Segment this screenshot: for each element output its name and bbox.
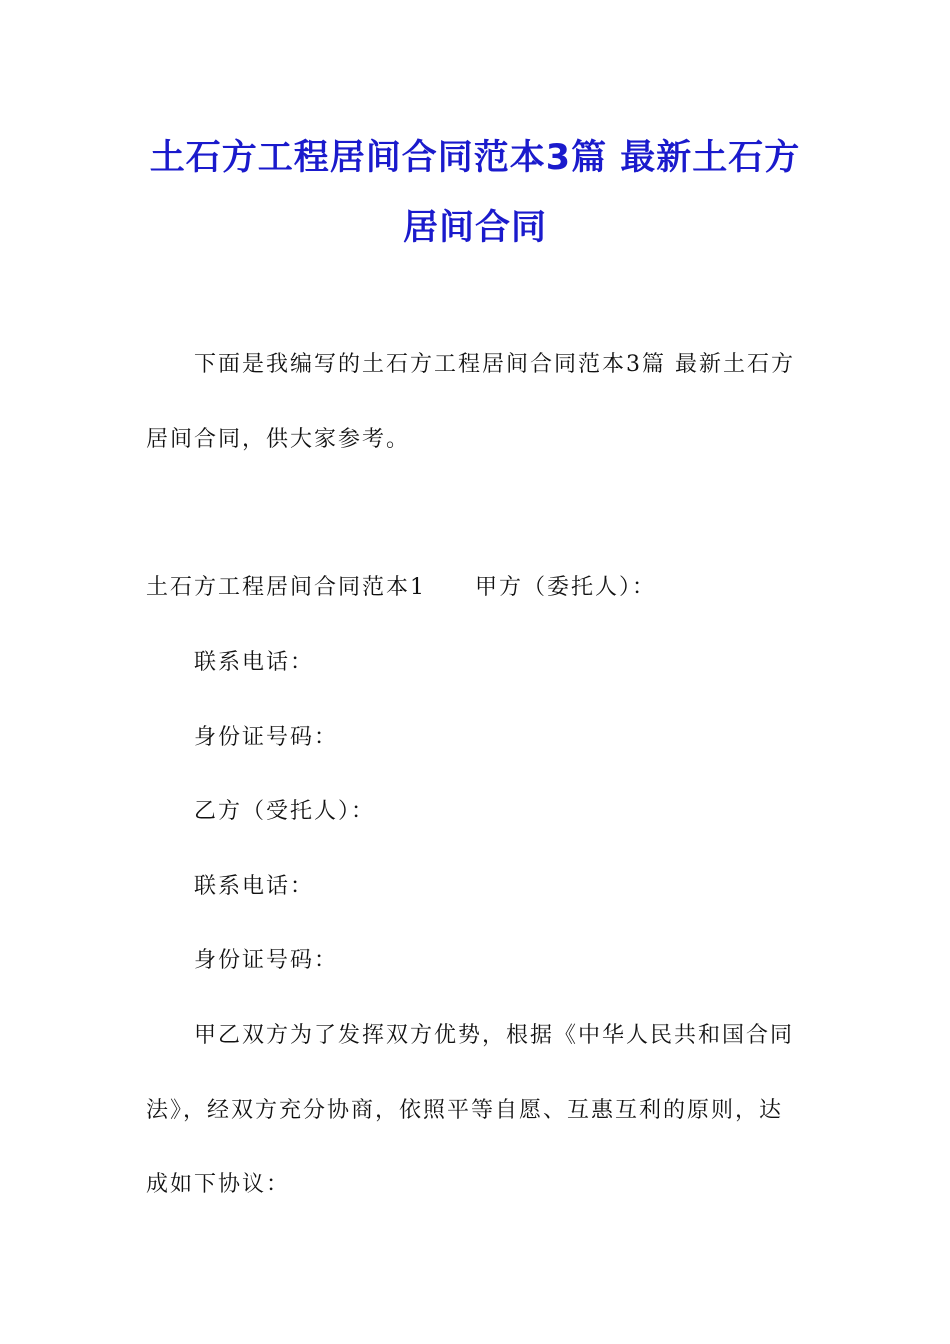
intro-line-1: 下面是我编写的土石方工程居间合同范本3篇 最新土石方 bbox=[194, 352, 795, 377]
party-b-id-label: 身份证号码： bbox=[194, 948, 339, 973]
party-b-label: 乙方（受托人）： bbox=[194, 799, 376, 824]
party-a-phone-label: 联系电话： bbox=[194, 650, 315, 675]
preamble-line-2: 法》，经双方充分协商，依照平等自愿、互惠互利的原则，达 bbox=[146, 1098, 784, 1123]
party-b-phone-label: 联系电话： bbox=[194, 874, 315, 899]
intro-line-2: 居间合同，供大家参考。 bbox=[146, 427, 411, 452]
party-a-label: 甲方（委托人）： bbox=[475, 575, 657, 600]
document-title-line-1: 土石方工程居间合同范本3篇 最新土石方 bbox=[149, 138, 801, 178]
party-a-id-label: 身份证号码： bbox=[194, 725, 339, 750]
document-title-line-2: 居间合同 bbox=[402, 208, 547, 248]
preamble-line-1: 甲乙双方为了发挥双方优势，根据《中华人民共和国合同 bbox=[194, 1023, 795, 1048]
contract1-heading: 土石方工程居间合同范本1 bbox=[146, 575, 426, 600]
preamble-line-3: 成如下协议： bbox=[146, 1172, 291, 1197]
